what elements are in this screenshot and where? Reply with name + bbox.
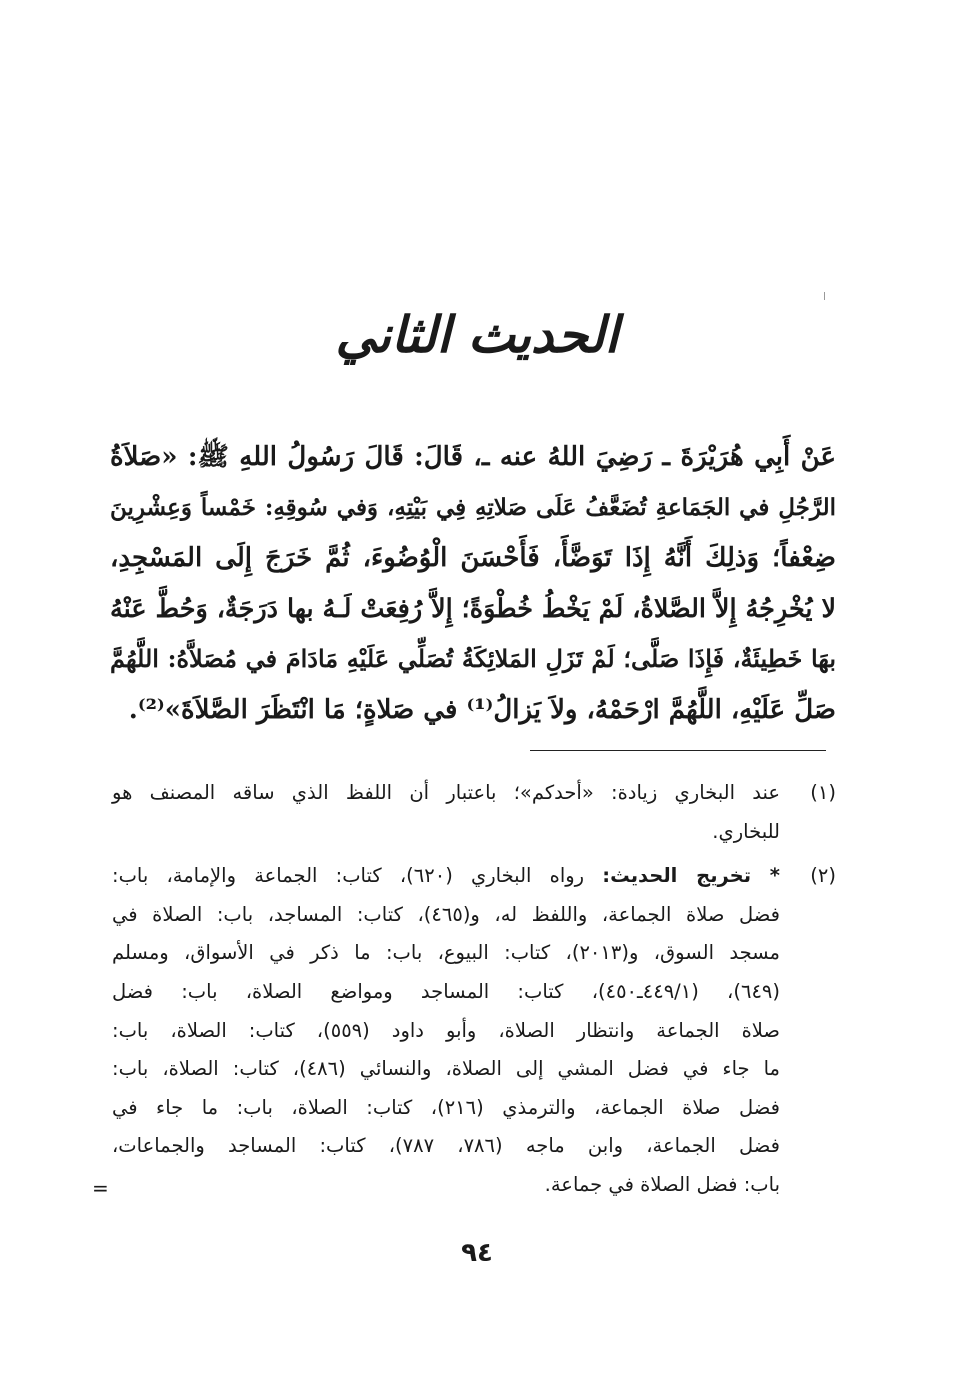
hadith-line: بهَا خَطِيئَةٌ، فَإِذَا صَلَّى؛ لَمْ تَزَلِ المَلائِكَةُ تُصَلِّي عَلَيْهِ مَادَامَ في مُصَلاَّهُ: اللَّهُمَّ bbox=[110, 644, 836, 673]
footnote-line: باب: فضل الصلاة في جماعة. bbox=[544, 1172, 780, 1196]
hadith-line: الرَّجُلِ في الجَمَاعةِ تُضَعَّفُ عَلَى صَلاتِهِ فِي بَيْتِهِ، وَفي سُوقِهِ: خَمْساً وَعِشْرِينَ bbox=[110, 493, 836, 521]
footnote-line: (٦٤٩)، (٤٤٩/١ـ٤٥٠)، كتاب: المساجد ومواضع الصلاة، باب: فضل bbox=[112, 979, 780, 1003]
footnote-line: فضل صلاة الجماعة، واللفظ له، و(٤٦٥)، كتاب: المساجد، باب: الصلاة في bbox=[112, 902, 780, 926]
continuation-mark: = bbox=[92, 1176, 109, 1200]
footnote-line: صلاة الجماعة وانتظار الصلاة، وأبو داود (٥٥٩)، كتاب: الصلاة، باب: bbox=[112, 1018, 780, 1042]
footnote-number: (١) bbox=[810, 781, 836, 804]
footnote-line: فضل الجماعة، وابن ماجه (٧٨٦، ٧٨٧)، كتاب: المساجد والجماعات، bbox=[112, 1134, 780, 1158]
hadith-text bbox=[110, 432, 836, 735]
footnote-line: ما جاء في فضل المشي إلى الصلاة، والنسائي (٤٨٦)، كتاب: الصلاة، باب: bbox=[112, 1057, 780, 1081]
footnote-line bbox=[112, 857, 780, 896]
footnote-number: (٢) bbox=[810, 864, 836, 888]
hadith-line: لا يُخْرِجُهُ إِلاَّ الصَّلاةُ، لَمْ يَخْطُ خُطْوَةً؛ إِلاَّ رُفِعَتْ لَـهُ بها دَرَجَةٌ، وَحُطَّ عَنْهُ bbox=[110, 593, 836, 624]
takhrij-label: * تخريج الحديث: bbox=[602, 864, 780, 888]
footnote-divider bbox=[530, 750, 826, 751]
hadith-title: الحديث الثاني bbox=[335, 305, 619, 364]
footnote-2 bbox=[112, 857, 836, 1204]
page-speck bbox=[824, 292, 825, 300]
hadith-line: عَنْ أَبِي هُرَيْرَةَ ـ رَضِيَ اللهُ عنه ـ، قَالَ: قَالَ رَسُولُ اللهِ ﷺ: «صَلاَةُ bbox=[110, 442, 836, 472]
footnote-line: عند البخاري زيادة: «أحدكم»؛ باعتبار أن اللفظ الذي ساقه المصنف هو bbox=[112, 781, 780, 804]
footnote-line: للبخاري. bbox=[712, 819, 780, 843]
footnote-1 bbox=[112, 774, 836, 851]
footnote-line: فضل صلاة الجماعة، والترمذي (٢١٦)، كتاب: الصلاة، باب: ما جاء في bbox=[112, 1095, 780, 1119]
page-number: ٩٤ bbox=[461, 1238, 493, 1268]
takhrij-first-line: رواه البخاري (٦٢٠)، كتاب: الجماعة والإمامة، باب: bbox=[112, 864, 585, 888]
hadith-line: ضِعْفاً؛ وَذلِكَ أَنَّهُ إِذَا تَوَضَّأَ، فَأَحْسَنَ الْوُضُوءَ، ثُمَّ خَرَجَ إِلَى المَسْجِدِ، bbox=[110, 543, 836, 573]
hadith-line: صَلِّ عَلَيْهِ، اللَّهُمَّ ارْحَمْهُ، ولاَ يَزالُ⁽¹⁾ في صَلاةٍ؛ مَا انْتَظَرَ الصَّلاَةَ»⁽²⁾. bbox=[128, 694, 836, 725]
footnote-line: مسجد السوق، و(٢٠١٣)، كتاب: البيوع، باب: ما ذكر في الأسواق، ومسلم bbox=[112, 941, 781, 965]
footnotes bbox=[112, 774, 836, 1211]
